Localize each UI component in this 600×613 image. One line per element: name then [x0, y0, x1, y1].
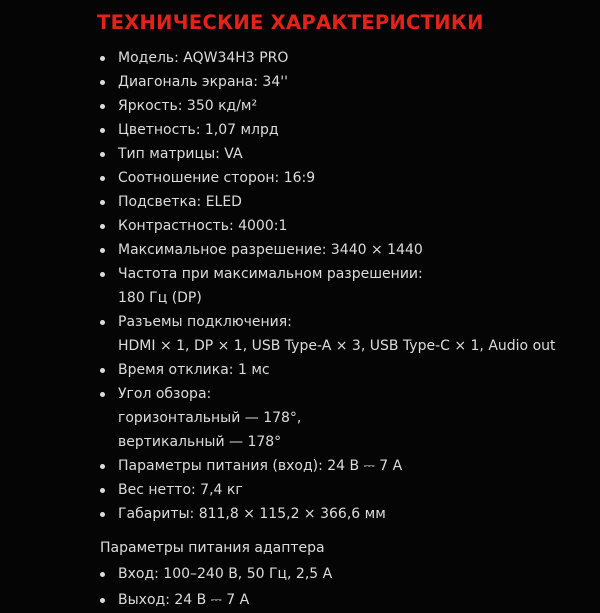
- spec-item: [0, 502, 600, 526]
- adapter-line: Выход: 24 В ⎓ 7 А: [118, 592, 250, 608]
- spec-line: Соотношение сторон: 16:9: [118, 170, 316, 186]
- spec-item: [0, 190, 600, 214]
- spec-line: Модель: AQW34H3 PRO: [118, 50, 289, 66]
- spec-item: [0, 46, 600, 70]
- spec-line: Время отклика: 1 мс: [118, 362, 270, 378]
- spec-item: [0, 262, 600, 310]
- adapter-item: [0, 561, 600, 587]
- spec-line: 180 Гц (DP): [118, 290, 202, 306]
- spec-line: Максимальное разрешение: 3440 × 1440: [118, 242, 423, 258]
- bullet-icon: [100, 80, 105, 85]
- spec-line: Габариты: 811,8 × 115,2 × 366,6 мм: [118, 506, 386, 522]
- spec-item: [0, 310, 600, 358]
- spec-item: [0, 94, 600, 118]
- spec-item: [0, 142, 600, 166]
- bullet-icon: [100, 488, 105, 493]
- spec-item: [0, 358, 600, 382]
- spec-list: [0, 46, 600, 526]
- bullet-icon: [100, 248, 105, 253]
- adapter-section-title: Параметры питания адаптера: [100, 540, 325, 556]
- bullet-icon: [100, 224, 105, 229]
- spec-line: Контрастность: 4000:1: [118, 218, 288, 234]
- spec-item: [0, 478, 600, 502]
- bullet-icon: [100, 392, 105, 397]
- spec-line: Яркость: 350 кд/м²: [118, 98, 258, 114]
- bullet-icon: [100, 152, 105, 157]
- spec-line: Вес нетто: 7,4 кг: [118, 482, 243, 498]
- spec-item: [0, 166, 600, 190]
- bullet-icon: [100, 572, 105, 577]
- spec-item: [0, 382, 600, 454]
- bullet-icon: [100, 320, 105, 325]
- page-title: ТЕХНИЧЕСКИЕ ХАРАКТЕРИСТИКИ: [97, 11, 484, 34]
- spec-item: [0, 238, 600, 262]
- spec-item: [0, 214, 600, 238]
- spec-line: Разъемы подключения:: [118, 314, 292, 330]
- bullet-icon: [100, 200, 105, 205]
- spec-item: [0, 70, 600, 94]
- adapter-line: Вход: 100–240 В, 50 Гц, 2,5 А: [118, 566, 333, 582]
- spec-line: HDMI × 1, DP × 1, USB Type-A × 3, USB Type-C × 1, Audio out: [118, 338, 556, 354]
- bullet-icon: [100, 104, 105, 109]
- spec-line: Тип матрицы: VA: [118, 146, 243, 162]
- bullet-icon: [100, 512, 105, 517]
- bullet-icon: [100, 176, 105, 181]
- bullet-icon: [100, 368, 105, 373]
- spec-line: Угол обзора:: [118, 386, 212, 402]
- bullet-icon: [100, 464, 105, 469]
- spec-item: [0, 454, 600, 478]
- bullet-icon: [100, 128, 105, 133]
- spec-line: вертикальный — 178°: [118, 434, 282, 450]
- bullet-icon: [100, 272, 105, 277]
- spec-line: Частота при максимальном разрешении:: [118, 266, 423, 282]
- spec-line: Цветность: 1,07 млрд: [118, 122, 279, 138]
- spec-item: [0, 118, 600, 142]
- spec-line: горизонтальный — 178°,: [118, 410, 302, 426]
- bullet-icon: [100, 56, 105, 61]
- spec-line: Подсветка: ELED: [118, 194, 242, 210]
- spec-line: Диагональ экрана: 34'': [118, 74, 288, 90]
- spec-line: Параметры питания (вход): 24 В ⎓ 7 А: [118, 458, 403, 474]
- adapter-item: [0, 587, 600, 613]
- bullet-icon: [100, 598, 105, 603]
- adapter-spec-list: [0, 561, 600, 613]
